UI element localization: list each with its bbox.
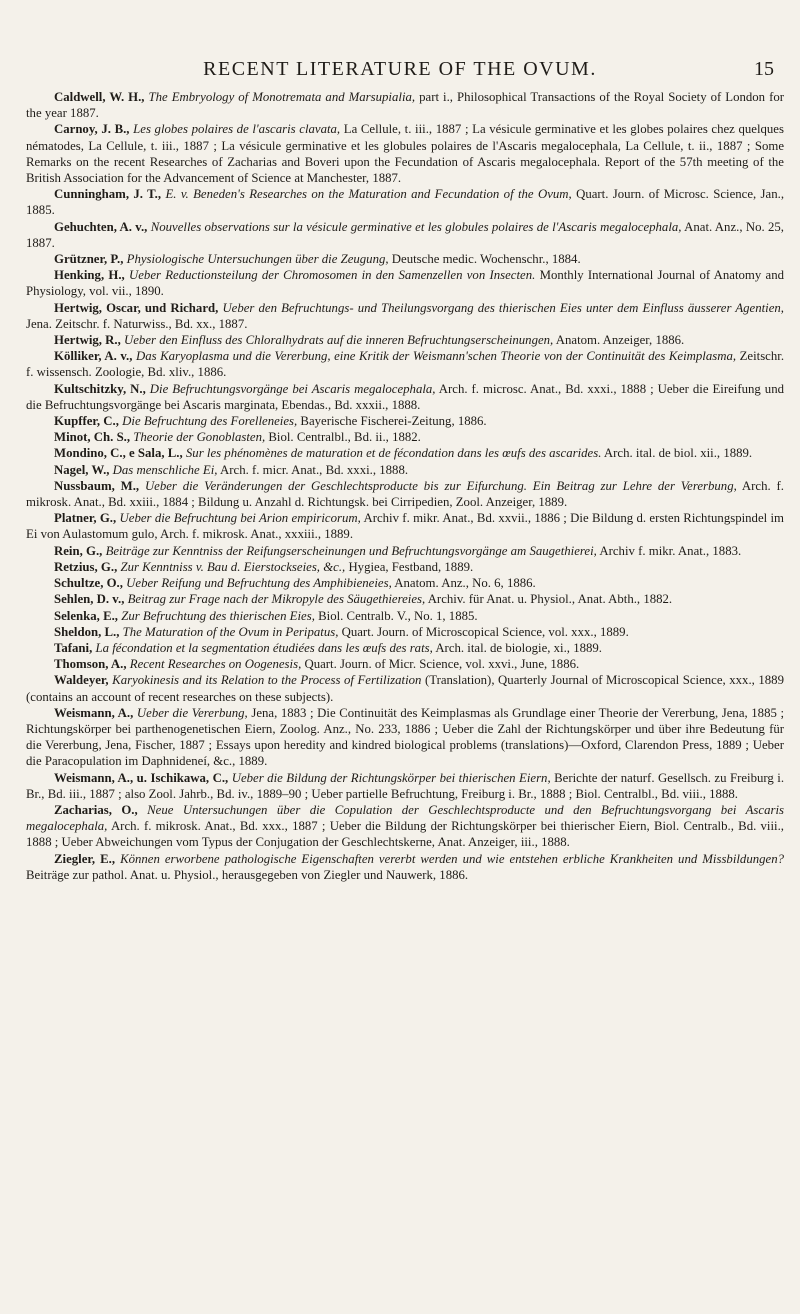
reference-entry [26, 445, 784, 461]
reference-title: Karyokinesis and its Relation to the Process of Fertilization [112, 673, 422, 688]
reference-title: The Embryology of Monotremata and Marsupialia, [148, 90, 416, 104]
reference-details: Anatom. Anz., No. 6, 1886. [394, 576, 536, 591]
reference-author: Kölliker, A. v., [54, 349, 133, 364]
reference-entry [26, 300, 784, 332]
reference-author: Ziegler, E., [54, 851, 116, 866]
reference-details: Arch. f. microsc. Anat., Bd. xxxi., 1888 ; Ueber die Eireifung und die Befruchtungsvorgänge bei Ascaris marginata, Ebendas., Bd. xxxii., 1888. [26, 381, 784, 412]
running-title: RECENT LITERATURE OF THE OVUM. [203, 58, 597, 80]
reference-details: Monthly International Journal of Anatomy and Physiology, vol. vii., 1890. [26, 268, 784, 299]
reference-author: Schultze, O., [54, 576, 123, 591]
reference-author: Kultschitzky, N., [54, 381, 146, 396]
reference-entry [26, 89, 784, 121]
reference-entry [26, 656, 784, 672]
reference-author: Nussbaum, M., [54, 478, 140, 493]
reference-details: Arch. ital. de biologie, xi., 1889. [435, 640, 602, 655]
reference-entry [26, 429, 784, 445]
reference-entry [26, 624, 784, 640]
reference-title: Beitrag zur Frage nach der Mikropyle des Säugethiereies, [127, 592, 426, 607]
reference-author: Sehlen, D. v., [54, 592, 125, 607]
reference-title: Ueber den Befruchtungs- und Theilungsvorgang des thierischen Eies unter dem Einfluss äusserer Agentien, [222, 300, 785, 315]
reference-entry [26, 640, 784, 656]
reference-details: Bayerische Fischerei-Zeitung, 1886. [300, 414, 487, 429]
reference-entry [26, 332, 784, 348]
reference-details: part i., Philosophical Transactions of the Royal Society of London for the year 1887. [26, 90, 785, 121]
page-number: 15 [754, 58, 774, 80]
reference-title: Beiträge zur Kenntniss der Reifungserscheinungen und Befruchtungsvorgänge am Saugethierei, [105, 543, 597, 558]
reference-title: Die Befruchtung des Forelleneies, [122, 414, 298, 429]
reference-author: Cunningham, J. T., [54, 187, 162, 202]
reference-author: Retzius, G., [54, 559, 118, 574]
reference-details: Arch. f. mikrosk. Anat., Bd. xxx., 1887 ; Ueber die Bildung der Richtungskörper bei thierischer Eiern, Biol. Centralb., Bd. viii., 1888 ; Ueber Abweichungen vom Typus der Conjugation der Geschlechtskerne, Anat. Anzeiger, iii., 1888. [26, 819, 784, 850]
reference-entry [26, 381, 784, 413]
reference-author: Minot, Ch. S., [54, 430, 131, 445]
reference-details: Jena. Zeitschr. f. Naturwiss., Bd. xx., 1887. [26, 316, 248, 331]
reference-title: Nouvelles observations sur la vésicule germinative et les globules polaires de l'Ascaris megalocephala, [150, 219, 682, 234]
reference-author: Carnoy, J. B., [54, 122, 130, 137]
reference-title: Sur les phénomènes de maturation et de fécondation dans les œufs des ascarides. [185, 446, 602, 461]
reference-author: Sheldon, L., [54, 624, 120, 639]
reference-details: Archiv f. mikr. Anat., 1883. [599, 543, 742, 558]
reference-entry [26, 591, 784, 607]
reference-details: Biol. Centralbl., Bd. ii., 1882. [268, 430, 421, 445]
reference-title: The Maturation of the Ovum in Peripatus, [122, 624, 339, 639]
reference-details: Quart. Journ. of Microscopical Science, vol. xxx., 1889. [341, 624, 629, 639]
reference-entry [26, 802, 784, 851]
reference-title: Ueber die Bildung der Richtungskörper bei thierischen Eiern, [231, 770, 551, 785]
reference-author: Selenka, E., [54, 608, 118, 623]
reference-title: Zur Kenntniss v. Bau d. Eierstockseies, &c., [120, 559, 346, 574]
reference-author: Thomson, A., [54, 657, 127, 672]
reference-details: Berichte der naturf. Gesellsch. zu Freiburg i. Br., Bd. iii., 1887 ; also Zool. Jahrb., Bd. iv., 1889–90 ; Ueber partielle Befruchtung, Freiburg i. Br., 1888 ; Biol. Centralbl., Bd. viii., 1888. [26, 770, 785, 801]
reference-details: Zeitschr. f. wissensch. Zoologie, Bd. xliv., 1886. [26, 349, 785, 380]
reference-author: Platner, G., [54, 511, 117, 526]
reference-entry [26, 478, 784, 510]
reference-entry [26, 705, 784, 770]
reference-entry [26, 608, 784, 624]
reference-details: Arch. f. mikrosk. Anat., Bd. xxiii., 1884 ; Bildung u. Anzahl d. Richtungsk. bei Cirripedien, Zool. Anzeiger, 1889. [26, 478, 784, 510]
reference-author: Grützner, P., [54, 252, 124, 267]
reference-title: Ueber Reductionsteilung der Chromosomen in den Samenzellen von Insecten. [129, 268, 536, 283]
reference-title: La fécondation et la segmentation étudiées dans les œufs des rats, [95, 640, 433, 655]
reference-entry [26, 348, 784, 380]
reference-title: Ueber die Veränderungen der Geschlechtsproducte bis zur Eifurchung. Ein Beitrag zur Lehre der Vererbung, [144, 478, 737, 493]
reference-details: Archiv f. mikr. Anat., Bd. xxvii., 1886 ; Die Bildung d. ersten Richtungspindel im Ei von Aulastomum gulo, Arch. f. mikrosk. Anat., xxxiii., 1889. [26, 511, 784, 542]
reference-title: Physiologische Untersuchungen über die Zeugung, [126, 252, 389, 267]
reference-details: La Cellule, t. iii., 1887 ; La vésicule germinative et les globes polaires chez quelques nématodes, La Cellule, t. iii., 1887 ; La vésicule germinative et les globules polaires de l'Ascaris megalocephala, La Cellule, t. ii., 1887 ; Some Remarks on the recent Researches of Zacharias and Boveri upon the Fecundation of Ascaris megalocephala. Report of the 57th meeting of the British Association for the Advancement of Science at Manchester, 1887. [26, 122, 784, 186]
reference-author: Hertwig, R., [54, 333, 121, 348]
reference-author: Henking, H., [54, 268, 125, 283]
reference-author: Caldwell, W. H., [54, 90, 145, 104]
reference-details: Quart. Journ. of Microsc. Science, Jan., 1885. [26, 187, 785, 218]
reference-details: Quart. Journ. of Micr. Science, vol. xxvi., June, 1886. [304, 657, 580, 672]
reference-author: Weismann, A., [54, 705, 134, 720]
reference-title: Ueber den Einfluss des Chloralhydrats auf die inneren Befruchtungserscheinungen, [124, 333, 554, 348]
reference-entry [26, 543, 784, 559]
reference-author: Zacharias, O., [54, 802, 138, 817]
reference-title: Zur Befruchtung des thierischen Eies, [121, 608, 315, 623]
reference-author: Kupffer, C., [54, 414, 119, 429]
reference-entry [26, 251, 784, 267]
reference-author: Weismann, A., u. Ischikawa, C., [54, 770, 229, 785]
reference-entry [26, 559, 784, 575]
reference-entry [26, 121, 784, 186]
reference-details: Anatom. Anzeiger, 1886. [555, 333, 685, 348]
reference-details: Archiv. für Anat. u. Physiol., Anat. Abth., 1882. [427, 592, 673, 607]
reference-title: Können erworbene pathologische Eigenschaften vererbt werden und wie entstehen erbliche Krankheiten und Missbildungen? [120, 851, 785, 866]
reference-entry [26, 186, 784, 218]
reference-details: Jena, 1883 ; Die Continuität des Keimplasmas als Grundlage einer Theorie der Vererbung, Jena, 1885 ; Richtungskörper bei parthenogenetischen Eiern, Zoolog. Anz., No. 233, 1886 ; Ueber die Zahl der Richtungskörper und über ihre Bedeutung für die Vererbung, Jena, Fischer, 1887 ; Essays upon heredity and kindred biological problems (translations)—Oxford, Clarendon Press, 1889 ; Ueber die Paracopulation im Daphnideneí, &c., 1889. [26, 705, 785, 769]
reference-author: Gehuchten, A. v., [54, 219, 148, 234]
reference-author: Nagel, W., [54, 462, 110, 477]
reference-author: Waldeyer, [54, 673, 109, 688]
reference-title: Ueber die Befruchtung bei Arion empiricorum, [119, 511, 361, 526]
reference-title: Das Karyoplasma und die Vererbung, eine Kritik der Weismann'schen Theorie von der Continuität des Keimplasma, [135, 349, 737, 364]
reference-title: Theorie der Gonoblasten, [133, 430, 266, 445]
reference-title: Die Befruchtungsvorgänge bei Ascaris megalocephala, [149, 381, 436, 396]
reference-details: Hygiea, Festband, 1889. [348, 559, 474, 574]
reference-list [26, 89, 784, 883]
reference-details: Beiträge zur pathol. Anat. u. Physiol., herausgegeben von Ziegler und Nauwerk, 1886. [26, 867, 469, 882]
reference-details: Arch. ital. de biol. xii., 1889. [603, 446, 753, 461]
reference-entry [26, 219, 784, 251]
reference-details: Anat. Anz., No. 25, 1887. [26, 219, 785, 250]
reference-title: Les globes polaires de l'ascaris clavata, [133, 122, 341, 137]
reference-author: Tafani, [54, 640, 93, 655]
reference-details: Deutsche medic. Wochenschr., 1884. [391, 252, 581, 267]
reference-title: Ueber die Vererbung, [136, 705, 248, 720]
reference-title: Ueber Reifung und Befruchtung des Amphibieneies, [126, 576, 392, 591]
reference-entry [26, 462, 784, 478]
reference-title: Neue Untersuchungen über die Copulation der Geschlechtsproducte und den Befruchtungsvorgang bei Ascaris megalocephala, [26, 802, 785, 834]
reference-entry [26, 672, 784, 704]
reference-title: Recent Researches on Oogenesis, [129, 657, 302, 672]
reference-author: Rein, G., [54, 543, 103, 558]
reference-author: Hertwig, Oscar, und Richard, [54, 300, 219, 315]
reference-entry [26, 770, 784, 802]
reference-details: (Translation), Quarterly Journal of Microscopical Science, xxx., 1889 (contains an account of recent researches on these subjects). [26, 673, 784, 704]
reference-entry [26, 851, 784, 883]
reference-details: Arch. f. micr. Anat., Bd. xxxi., 1888. [220, 462, 409, 477]
reference-entry [26, 575, 784, 591]
reference-title: Das menschliche Ei, [112, 462, 218, 477]
reference-entry [26, 267, 784, 299]
reference-title: E. v. Beneden's Researches on the Maturation and Fecundation of the Ovum, [165, 187, 572, 202]
reference-details: Biol. Centralb. V., No. 1, 1885. [318, 608, 478, 623]
page-header [0, 58, 800, 88]
reference-entry [26, 413, 784, 429]
reference-author: Mondino, C., e Sala, L., [54, 446, 183, 461]
reference-entry [26, 510, 784, 542]
